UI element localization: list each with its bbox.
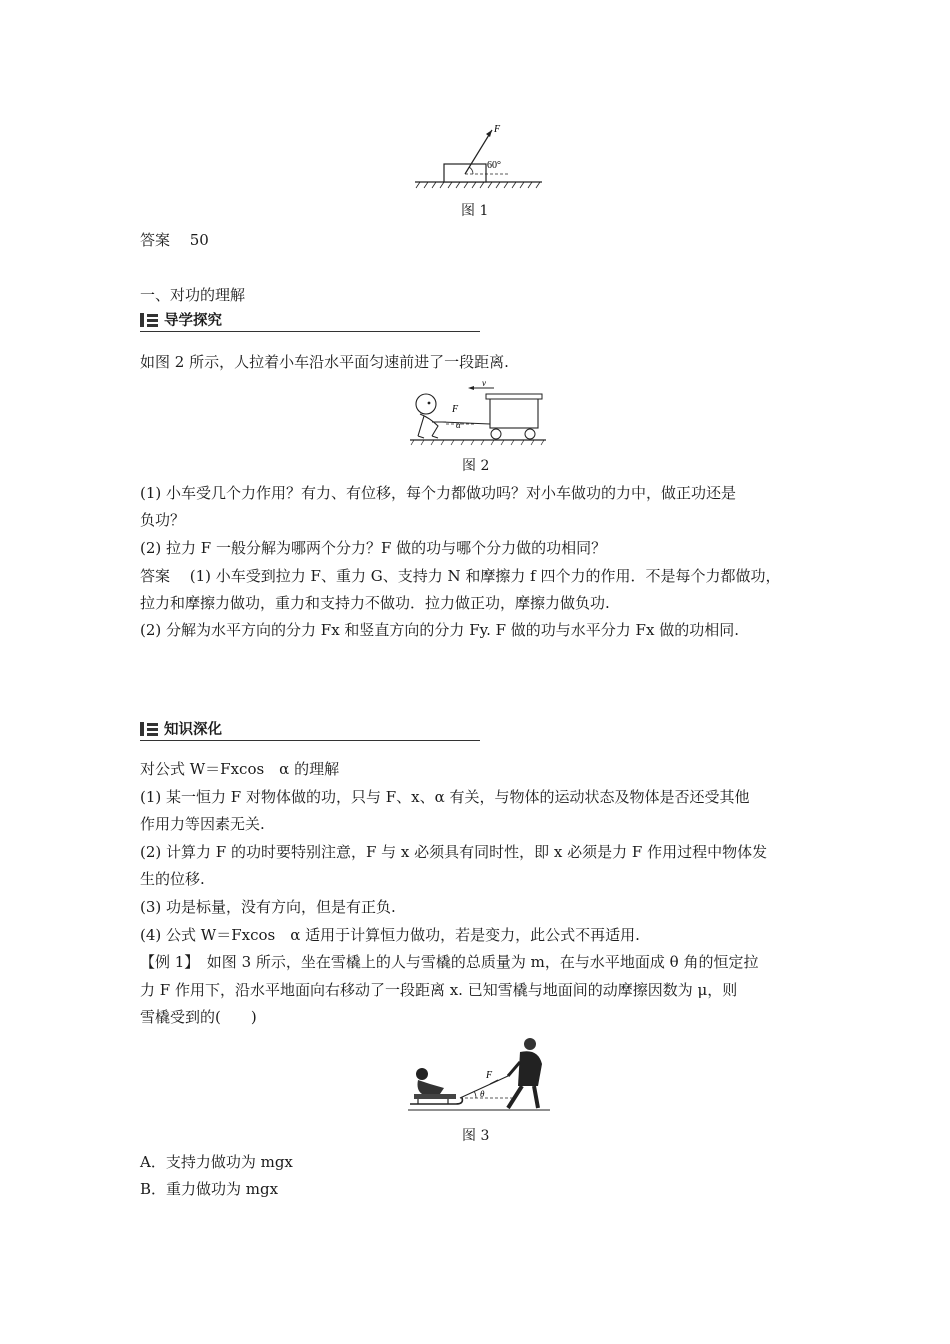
answer-2-line-3: (2) 分解为水平方向的分力 Fx 和竖直方向的分力 Fy. F 做的功与水平分力 Fx 做的功相同. (140, 621, 739, 639)
question-2: (2) 拉力 F 一般分解为哪两个分力？F 做的功与哪个分力做的功相同？ (140, 539, 607, 557)
list-icon (140, 722, 158, 736)
answer-2-line-2: 拉力和摩擦力做功，重力和支持力不做功．拉力做正功，摩擦力做负功. (140, 594, 610, 612)
option-a: A．支持力做功为 mgx (140, 1153, 293, 1171)
formula-title: 对公式 W＝Fxcos α 的理解 (140, 760, 340, 778)
header-deep-label: 知识深化 (164, 722, 222, 738)
point-1-line-2: 作用力等因素无关. (140, 815, 265, 833)
fig1-force-label: F (494, 124, 501, 135)
header-guide-rule (140, 331, 480, 332)
list-icon (140, 313, 158, 327)
header-guide-label: 导学探究 (164, 313, 222, 329)
question-1-line-2: 负功？ (140, 511, 186, 529)
figure-3-caption: 图 3 (462, 1128, 490, 1144)
fig2-f-label: F (452, 404, 459, 415)
example-line-1: 【例 1】 如图 3 所示，坐在雪橇上的人与雪橇的总质量为 m，在与水平地面成 θ 角的恒定拉 (140, 953, 759, 971)
figure-2-diagram (402, 378, 552, 446)
header-deep-rule (140, 740, 480, 741)
answer-2-line-1: 答案 (1) 小车受到拉力 F、重力 G、支持力 N 和摩擦力 f 四个力的作用．不是每个力都做功， (140, 567, 781, 585)
question-1-line-1: (1) 小车受几个力作用？有力、有位移，每个力都做功吗？对小车做功的力中，做正功还是 (140, 484, 737, 502)
section-1-title: 一、对功的理解 (140, 286, 246, 304)
point-1-line-1: (1) 某一恒力 F 对物体做的功，只与 F、x、α 有关，与物体的运动状态及物体是否还受其他 (140, 788, 750, 806)
figure-1-diagram (410, 118, 560, 193)
example-line-2: 力 F 作用下，沿水平地面向右移动了一段距离 x. 已知雪橇与地面间的动摩擦因数为 μ，则 (140, 981, 738, 999)
section-header-guide (140, 309, 222, 330)
fig3-theta-label: θ (480, 1089, 485, 1099)
fig2-v-label: v (482, 378, 486, 388)
option-b: B．重力做功为 mgx (140, 1180, 279, 1198)
answer-1: 答案 50 (140, 231, 209, 249)
point-2-line-2: 生的位移. (140, 870, 205, 888)
section-header-deep (140, 718, 222, 739)
fig1-angle-label: 60° (487, 160, 501, 171)
fig3-f-label: F (486, 1070, 493, 1081)
point-4: (4) 公式 W＝Fxcos α 适用于计算恒力做功，若是变力，此公式不再适用. (140, 926, 640, 944)
figure-2-caption: 图 2 (462, 458, 490, 474)
figure-1-caption: 图 1 (461, 203, 489, 219)
intro-text: 如图 2 所示，人拉着小车沿水平面匀速前进了一段距离. (140, 353, 509, 371)
figure-3-diagram (404, 1034, 554, 1116)
point-3: (3) 功是标量，没有方向，但是有正负. (140, 898, 396, 916)
fig2-alpha-label: α (456, 420, 461, 430)
point-2-line-1: (2) 计算力 F 的功时要特别注意，F 与 x 必须具有同时性，即 x 必须是力 F 作用过程中物体发 (140, 843, 768, 861)
example-line-3: 雪橇受到的( ) (140, 1008, 257, 1026)
